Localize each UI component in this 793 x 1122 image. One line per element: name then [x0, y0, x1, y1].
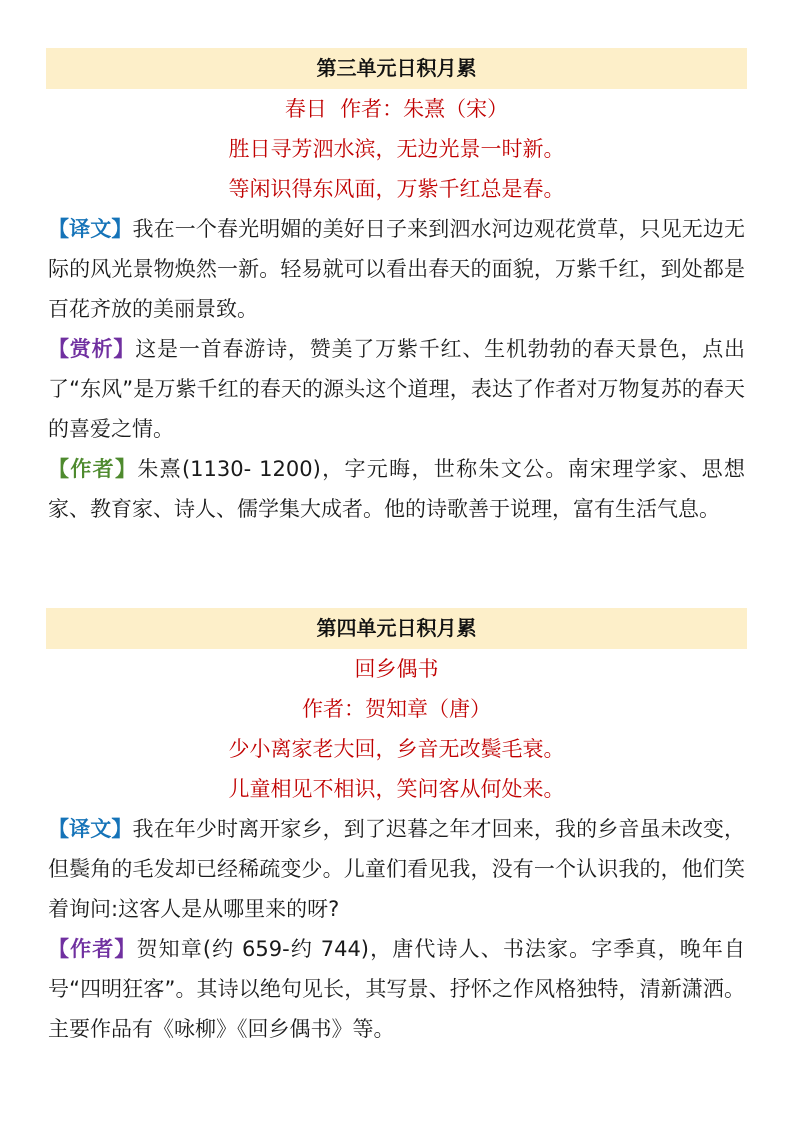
- unit3-translation: [46, 209, 747, 329]
- unit3-appreciation: [46, 329, 747, 449]
- translation-label: 【译文】: [48, 817, 133, 841]
- unit3-poem-line-1: 胜日寻芳泗水滨，无边光景一时新。: [228, 137, 565, 161]
- unit3-poem-line-2: 等闲识得东风面，万紫千红总是春。: [228, 177, 565, 201]
- unit4-poem-line-1: 少小离家老大回，乡音无改鬓毛衰。: [228, 737, 565, 761]
- unit4-section: [46, 608, 747, 1049]
- translation-text: 我在一个春光明媚的美好日子来到泗水河边观花赏草，只见无边无际的风光景物焕然一新。轻易就可以看出春天的面貌，万紫千红，到处都是百花齐放的美丽景致。: [48, 217, 745, 321]
- author-text: 贺知章(约 659-约 744)，唐代诗人、书法家。字季真，晚年自号“四明狂客”。其诗以绝句见长，其写景、抒怀之作风格独特，清新潇洒。主要作品有《咏柳》《回乡偶书》等。: [48, 937, 745, 1041]
- unit4-translation: [46, 809, 747, 929]
- translation-label: 【译文】: [48, 217, 133, 241]
- appreciation-label: 【赏析】: [48, 337, 136, 361]
- unit4-poem-line-2: 儿童相见不相识，笑问客从何处来。: [228, 777, 565, 801]
- unit4-author: [46, 929, 747, 1049]
- author-label: 【作者】: [48, 457, 138, 481]
- unit4-banner: 第四单元日积月累: [46, 608, 747, 649]
- translation-text: 我在年少时离开家乡，到了迟暮之年才回来，我的乡音虽未改变，但鬓角的毛发却已经稀疏变少。儿童们看见我，没有一个认识我的，他们笑着询问:这客人是从哪里来的呀?: [48, 817, 745, 921]
- unit3-author: [46, 449, 747, 529]
- unit4-poem-title: 回乡偶书: [354, 657, 439, 681]
- author-text: 朱熹(1130- 1200)，字元晦，世称朱文公。南宋理学家、思想家、教育家、诗人、儒学集大成者。他的诗歌善于说理，富有生活气息。: [48, 457, 746, 521]
- unit3-poem-title: 春日 作者：朱熹（宋）: [284, 97, 509, 121]
- unit3-banner: 第三单元日积月累: [46, 48, 747, 89]
- appreciation-text: 这是一首春游诗，赞美了万紫千红、生机勃勃的春天景色，点出了“东风”是万紫千红的春天的源头这个道理，表达了作者对万物复苏的春天的喜爱之情。: [48, 337, 746, 441]
- unit4-poem-author: 作者：贺知章（唐）: [302, 697, 491, 721]
- author-label: 【作者】: [48, 937, 137, 961]
- unit3-section: [46, 48, 747, 529]
